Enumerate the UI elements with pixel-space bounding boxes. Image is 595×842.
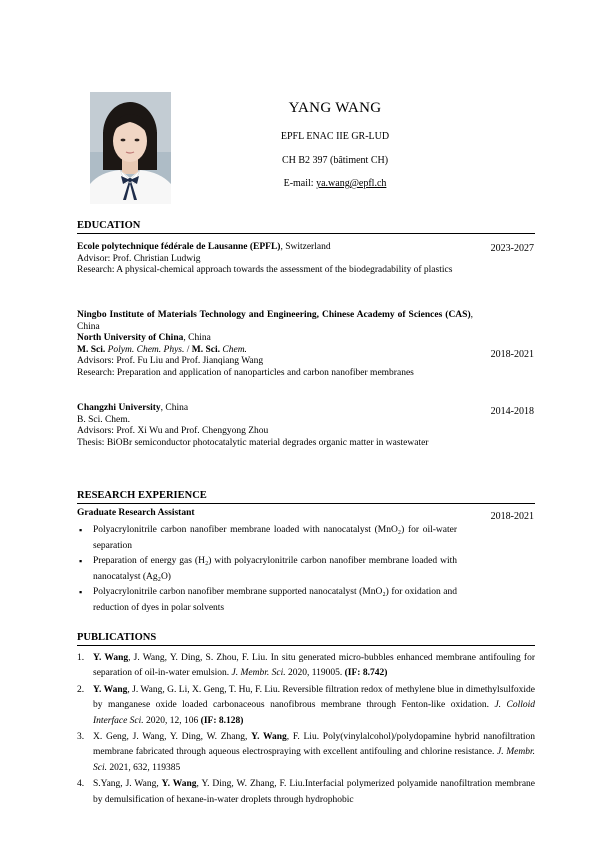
list-item: ▪ Preparation of energy gas (H₂) with polyacrylonitrile carbon nanofiber membrane loaded with nanocatalyst (Ag₂O) <box>77 554 457 585</box>
epfl-location: , Switzerland <box>280 242 331 252</box>
research-dates: 2018-2021 <box>490 511 534 522</box>
field-2: Chem. <box>220 344 247 355</box>
pub-authors-pre: S.Yang, J. Wang, <box>93 779 162 790</box>
pub-tail: 2020, 119005. <box>285 668 345 679</box>
pub-journal: J. Membr. Sci. <box>231 668 286 679</box>
field-1: Polym. Chem. Phys. <box>105 344 185 355</box>
list-item: ▪ Polyacrylonitrile carbon nanofiber membrane loaded with nanocatalyst (MnO₂) for oil-water separation <box>77 523 457 554</box>
pub-impact-factor: (IF: 8.742) <box>344 668 388 679</box>
ningbo-dates: 2018-2021 <box>490 349 534 360</box>
address-line-2: CH B2 397 (bâtiment CH) <box>281 155 389 166</box>
email-line <box>175 178 495 189</box>
pub-journal: J. Membr. Sci. <box>93 747 535 773</box>
pub-text: , Y. Ding, W. Zhang, F. Liu.Interfacial polymerized polyamide nanofiltration membrane by demulsification of hexane-in-water droplets through hydrophobic <box>93 779 536 805</box>
research-heading: RESEARCH EXPERIENCE <box>77 490 535 504</box>
list-item <box>77 777 535 808</box>
changzhi-location: , China <box>160 403 189 413</box>
pub-author-highlight: Y. Wang <box>93 684 128 695</box>
list-item: ▪ Polyacrylonitrile carbon nanofiber membrane supported nanocatalyst (MnO₂) for oxidation and reduction of dyes in polar solvents <box>77 585 457 616</box>
changzhi-thesis: Thesis: BiOBr semiconductor photocatalytic material degrades organic matter in wastewater <box>77 437 429 448</box>
email-link[interactable]: ya.wang@epfl.ch <box>316 178 387 189</box>
pub-impact-factor: (IF: 8.128) <box>200 715 244 726</box>
education-changzhi <box>77 403 473 449</box>
profile-photo <box>90 92 171 204</box>
degree-2: M. Sci. <box>191 344 221 355</box>
address-line-1: EPFL ENAC IIE GR-LUD <box>280 131 390 142</box>
pub-number: 1. <box>77 653 85 663</box>
pub-author-highlight: Y. Wang <box>161 779 197 790</box>
list-item <box>77 651 535 682</box>
role-title: Graduate Research Assistant <box>77 508 195 518</box>
changzhi-advisors: Advisors: Prof. Xi Wu and Prof. Chengyong Zhou <box>77 426 269 437</box>
epfl-research: Research: A physical-chemical approach towards the assessment of the biodegradability of plastics <box>77 265 453 276</box>
nuc-institution: North University of China <box>77 333 184 344</box>
list-item <box>77 730 535 776</box>
degree-separator: / <box>184 344 192 355</box>
ningbo-institution: Ningbo Institute of Materials Technology and Engineering, Chinese Academy of Sciences (CAS) <box>77 310 471 320</box>
education-ningbo <box>77 310 473 380</box>
epfl-institution: Ecole polytechnique fédérale de Lausanne (EPFL) <box>77 242 281 252</box>
list-item <box>77 683 535 729</box>
changzhi-institution: Changzhi University <box>77 403 161 413</box>
degree-1: M. Sci. <box>77 344 106 355</box>
pub-author-highlight: Y. Wang <box>93 653 129 663</box>
changzhi-degree: B. Sci. Chem. <box>77 414 131 425</box>
research-list <box>77 523 457 616</box>
epfl-advisor: Advisor: Prof. Christian Ludwig <box>77 253 201 264</box>
pub-journal: J. Colloid Interface Sci. <box>93 700 535 726</box>
publications-list <box>77 651 535 809</box>
email-label: E-mail: <box>283 178 314 189</box>
pub-number: 2. <box>77 684 85 695</box>
ningbo-location: , China <box>77 310 473 332</box>
pub-tail: 2021, 632, 119385 <box>106 762 181 773</box>
pub-number: 3. <box>77 732 85 743</box>
education-epfl <box>77 242 473 277</box>
pub-authors-pre: X. Geng, J. Wang, Y. Ding, W. Zhang, <box>93 732 252 743</box>
person-name: YANG WANG <box>288 100 382 116</box>
ningbo-research: Research: Preparation and application of nanoparticles and carbon nanofiber membranes <box>77 367 414 378</box>
research-role <box>77 508 473 520</box>
epfl-dates: 2023-2027 <box>490 243 534 254</box>
pub-number: 4. <box>77 779 85 790</box>
pub-tail: 2020, 12, 106 <box>143 715 201 726</box>
pub-text: , J. Wang, G. Li, X. Geng, T. Hu, F. Liu. Reversible filtration redox of methylene blue in dimethylsulfoxide by manganese oxide loaded carbonaceous nanofibrous membrane through Fenton-like oxidation. <box>93 684 536 711</box>
pub-text: , J. Wang, Y. Ding, S. Zhou, F. Liu. In situ generated micro-bubbles enhanced membrane antifouling for separation of oil-in-water emulsion. <box>93 653 535 679</box>
ningbo-advisors: Advisors: Prof. Fu Liu and Prof. Jianqiang Wang <box>77 356 264 367</box>
publications-heading: PUBLICATIONS <box>77 632 535 646</box>
education-heading: EDUCATION <box>77 220 535 234</box>
pub-text: , F. Liu. Poly(vinylalcohol)/polydopamine hybrid nanofiltration membrane fabricated through aqueous electrospraying with excellent antifouling and chlorine resistance. <box>93 732 535 758</box>
nuc-location: , China <box>183 333 211 344</box>
pub-author-highlight: Y. Wang <box>251 732 287 743</box>
changzhi-dates: 2014-2018 <box>490 406 534 417</box>
